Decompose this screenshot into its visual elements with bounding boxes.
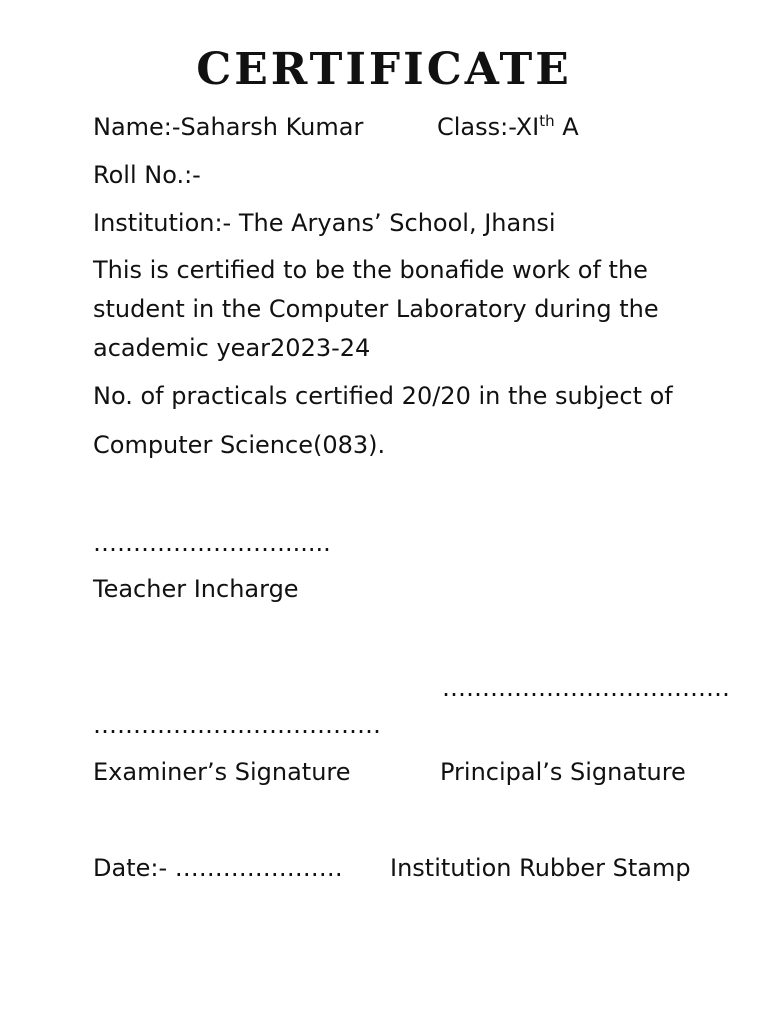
institution-stamp-label: Institution Rubber Stamp xyxy=(390,854,691,882)
roll-number: Roll No.:- xyxy=(93,161,201,189)
principal-signature-line: ……………………………… xyxy=(442,674,730,702)
class-prefix: Class:-XI xyxy=(437,113,540,141)
principal-signature-label: Principal’s Signature xyxy=(440,758,686,786)
examiner-signature-line: ……………………………… xyxy=(93,711,381,739)
practicals-line-2: Computer Science(083). xyxy=(93,431,386,459)
teacher-incharge-label: Teacher Incharge xyxy=(93,575,299,603)
class-section: A xyxy=(554,113,579,141)
student-class xyxy=(437,112,579,142)
institution-name: Institution:- The Aryans’ School, Jhansi xyxy=(93,209,556,237)
class-superscript: th xyxy=(539,112,555,130)
examiner-signature-label: Examiner’s Signature xyxy=(93,758,351,786)
certificate-title: CERTIFICATE xyxy=(196,44,572,95)
student-name: Name:-Saharsh Kumar xyxy=(93,113,364,141)
date-field: Date:- ………………… xyxy=(93,854,343,882)
teacher-signature-line: ……………………...... xyxy=(93,529,331,557)
practicals-line-1: No. of practicals certified 20/20 in the subject of xyxy=(93,382,673,410)
certification-statement: This is certified to be the bonafide work of the student in the Computer Laboratory during the academic year2023-24 xyxy=(93,256,659,362)
